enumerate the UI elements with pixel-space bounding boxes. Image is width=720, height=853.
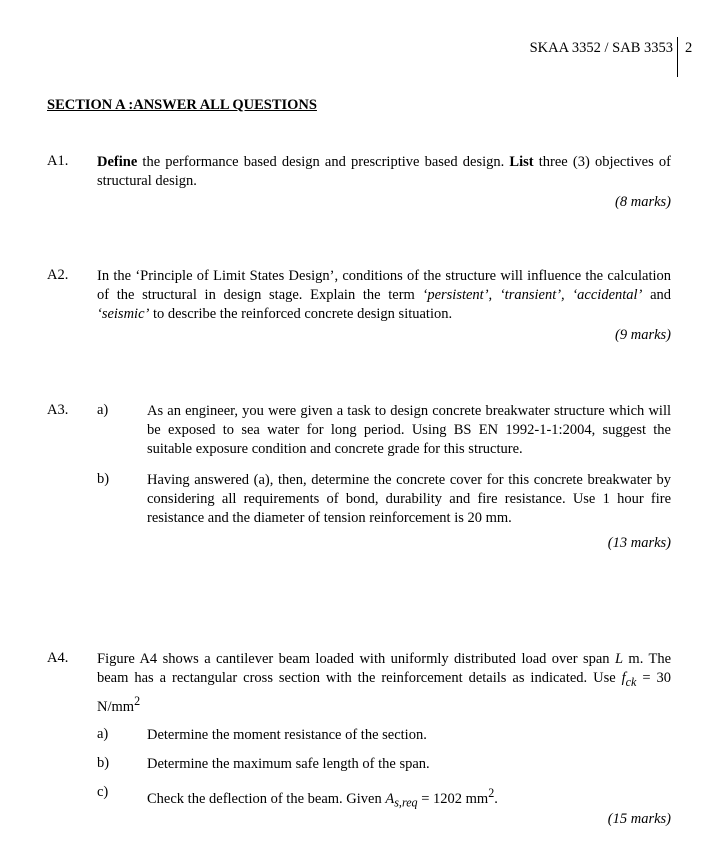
sub-text: As an engineer, you were given a task to design concrete breakwater structure which will be exposed to sea water for long period. Using BS EN 1992-1-1:2004, suggest the suitable exposure condition and concrete grade for this structure. xyxy=(147,403,671,457)
question-a1 xyxy=(47,153,671,212)
sub-question-c xyxy=(97,784,671,813)
question-text: Define the performance based design and prescriptive based design. List three (3) objectives of structural design. xyxy=(97,154,671,189)
sub-label: b) xyxy=(97,471,110,487)
sub-label: c) xyxy=(97,783,109,800)
question-a4 xyxy=(47,650,671,822)
marks-label: (8 marks) xyxy=(615,194,671,210)
sub-question-a xyxy=(97,402,671,459)
question-number: A4. xyxy=(47,650,69,666)
sub-text: Having answered (a), then, determine the concrete cover for this concrete breakwater by considering all requirements of bond, durability and fire resistance. Use 1 hour fire resistance and the diameter of tension reinforcement is 20 mm. xyxy=(147,472,671,526)
sub-label: b) xyxy=(97,754,110,771)
sub-question-a xyxy=(97,726,671,745)
marks-label: (15 marks) xyxy=(607,811,671,827)
sub-text: Check the deflection of the beam. Given $A_{s,req} = 1202$ $mm^2$. xyxy=(147,785,498,810)
question-a3 xyxy=(47,402,671,553)
sub-question-b xyxy=(97,755,671,774)
question-a2 xyxy=(47,267,671,345)
page-number: 2 xyxy=(685,40,693,56)
marks-label: (9 marks) xyxy=(615,327,671,343)
marks-label: (13 marks) xyxy=(607,535,671,551)
header-divider xyxy=(677,37,678,77)
keyword-define: Define xyxy=(97,154,138,170)
question-number: A1. xyxy=(47,153,69,169)
question-text: In the ‘Principle of Limit States Design’, conditions of the structure will influence the calculation of the structural in design stage. Explain the term ‘persistent’, ‘transient’, ‘accidental’ and ‘seismic’ to describe the reinforced concrete design situation. xyxy=(97,268,672,322)
sub-text: Determine the maximum safe length of the span. xyxy=(147,755,430,772)
sub-text: Determine the moment resistance of the section. xyxy=(147,726,427,743)
sub-label: a) xyxy=(97,725,109,742)
question-number: A2. xyxy=(47,267,69,283)
question-number: A3. xyxy=(47,402,69,418)
section-title: SECTION A :ANSWER ALL QUESTIONS xyxy=(47,97,317,113)
keyword-list: List xyxy=(509,154,534,170)
course-code: SKAA 3352 / SAB 3353 xyxy=(529,40,673,56)
question-text: Figure A4 shows a cantilever beam loaded with uniformly distributed load over span L m. The beam has a rectangular cross section with the reinforcement details as indicated. Use $f_{ck} = 30$ $N/mm^2$ xyxy=(97,651,672,715)
sub-question-b xyxy=(97,471,671,528)
sub-label: a) xyxy=(97,402,109,418)
